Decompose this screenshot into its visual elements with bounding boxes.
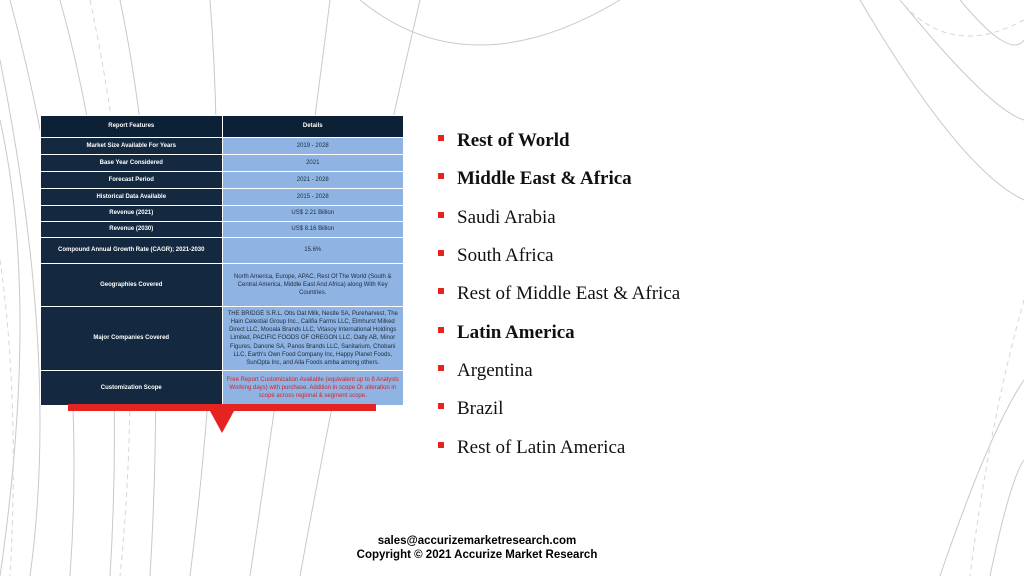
- square-bullet-icon: [438, 250, 444, 256]
- region-label: Saudi Arabia: [457, 206, 556, 228]
- report-features-table: [40, 115, 404, 406]
- table-row: [41, 222, 404, 238]
- square-bullet-icon: [438, 327, 444, 333]
- footer-email: sales@accurizemarketresearch.com: [377, 535, 577, 547]
- feature-cell: Base Year Considered: [41, 155, 223, 172]
- region-label: Middle East & Africa: [457, 168, 632, 190]
- region-list: [438, 122, 998, 467]
- list-item: [438, 160, 998, 198]
- region-label: Brazil: [457, 398, 504, 420]
- feature-cell: Customization Scope: [41, 371, 223, 406]
- details-cell: US$ 8.16 Billion: [222, 222, 404, 238]
- details-cell: US$ 2.21 Billion: [222, 206, 404, 222]
- region-label: Argentina: [457, 359, 533, 381]
- region-label: South Africa: [457, 245, 554, 267]
- details-cell: 2019 - 2028: [222, 138, 404, 155]
- table-header-row: [41, 116, 404, 138]
- table-row: [41, 307, 404, 371]
- feature-cell: Revenue (2021): [41, 206, 223, 222]
- accent-bar: [68, 404, 376, 411]
- details-cell: 15.6%: [222, 238, 404, 264]
- feature-cell: Major Companies Covered: [41, 307, 223, 371]
- list-item: [438, 313, 998, 351]
- footer: [0, 534, 954, 562]
- square-bullet-icon: [438, 135, 444, 141]
- region-label: Rest of Middle East & Africa: [457, 283, 681, 305]
- table-row: [41, 189, 404, 206]
- table-row: [41, 206, 404, 222]
- square-bullet-icon: [438, 442, 444, 448]
- table-row: [41, 371, 404, 406]
- table-row: [41, 238, 404, 264]
- list-item: [438, 390, 998, 428]
- footer-copyright: Copyright © 2021 Accurize Market Research: [356, 549, 598, 561]
- details-cell: THE BRIDGE S.R.L, Otis Oat Milk, Nestle SA, Pureharvest, The Hain Celestial Group Inc., Califia Farms LLC, Elmhurst Milked Direct LLC, Mooala Brands LLC, Vitasoy International Holdings Limited, PACIFIC FOODS OF OREGON LLC, Oatly AB, Minor Figures, Danone SA, Panos Brands LLC, Sanitarium, Chobani LLC, Earth's Own Food Company Inc, Happy Planet Foods, SunOpta Inc, and Alla Foods amba among others.: [222, 307, 404, 371]
- details-cell: North America, Europe, APAC, Rest Of The World (South & Central America, Middle East And Africa) along With Key Countries.: [222, 264, 404, 307]
- list-item: [438, 428, 998, 466]
- details-cell: Free Report Customization Available (equivalent up to 8 Analysts Working days) with purchase. Addition in scope Or alteration in scope across regional & segment scope.: [222, 371, 404, 406]
- table-row: [41, 155, 404, 172]
- feature-cell: Geographies Covered: [41, 264, 223, 307]
- region-label: Latin America: [457, 321, 575, 343]
- square-bullet-icon: [438, 212, 444, 218]
- accent-pointer-triangle: [210, 411, 234, 433]
- list-item: [438, 237, 998, 275]
- table-row: [41, 138, 404, 155]
- list-item: [438, 199, 998, 237]
- details-cell: 2021 - 2028: [222, 172, 404, 189]
- table-row: [41, 172, 404, 189]
- square-bullet-icon: [438, 365, 444, 371]
- feature-cell: Revenue (2030): [41, 222, 223, 238]
- feature-cell: Forecast Period: [41, 172, 223, 189]
- feature-cell: Market Size Available For Years: [41, 138, 223, 155]
- list-item: [438, 122, 998, 160]
- table-row: [41, 264, 404, 307]
- feature-cell: Historical Data Available: [41, 189, 223, 206]
- feature-cell: Compound Annual Growth Rate (CAGR); 2021-2030: [41, 238, 223, 264]
- square-bullet-icon: [438, 173, 444, 179]
- header-report-features: Report Features: [41, 116, 223, 138]
- square-bullet-icon: [438, 403, 444, 409]
- details-cell: 2015 - 2028: [222, 189, 404, 206]
- list-item: [438, 275, 998, 313]
- header-details: Details: [222, 116, 404, 138]
- details-cell: 2021: [222, 155, 404, 172]
- region-label: Rest of Latin America: [457, 436, 626, 458]
- list-item: [438, 352, 998, 390]
- region-label: Rest of World: [457, 130, 570, 152]
- square-bullet-icon: [438, 288, 444, 294]
